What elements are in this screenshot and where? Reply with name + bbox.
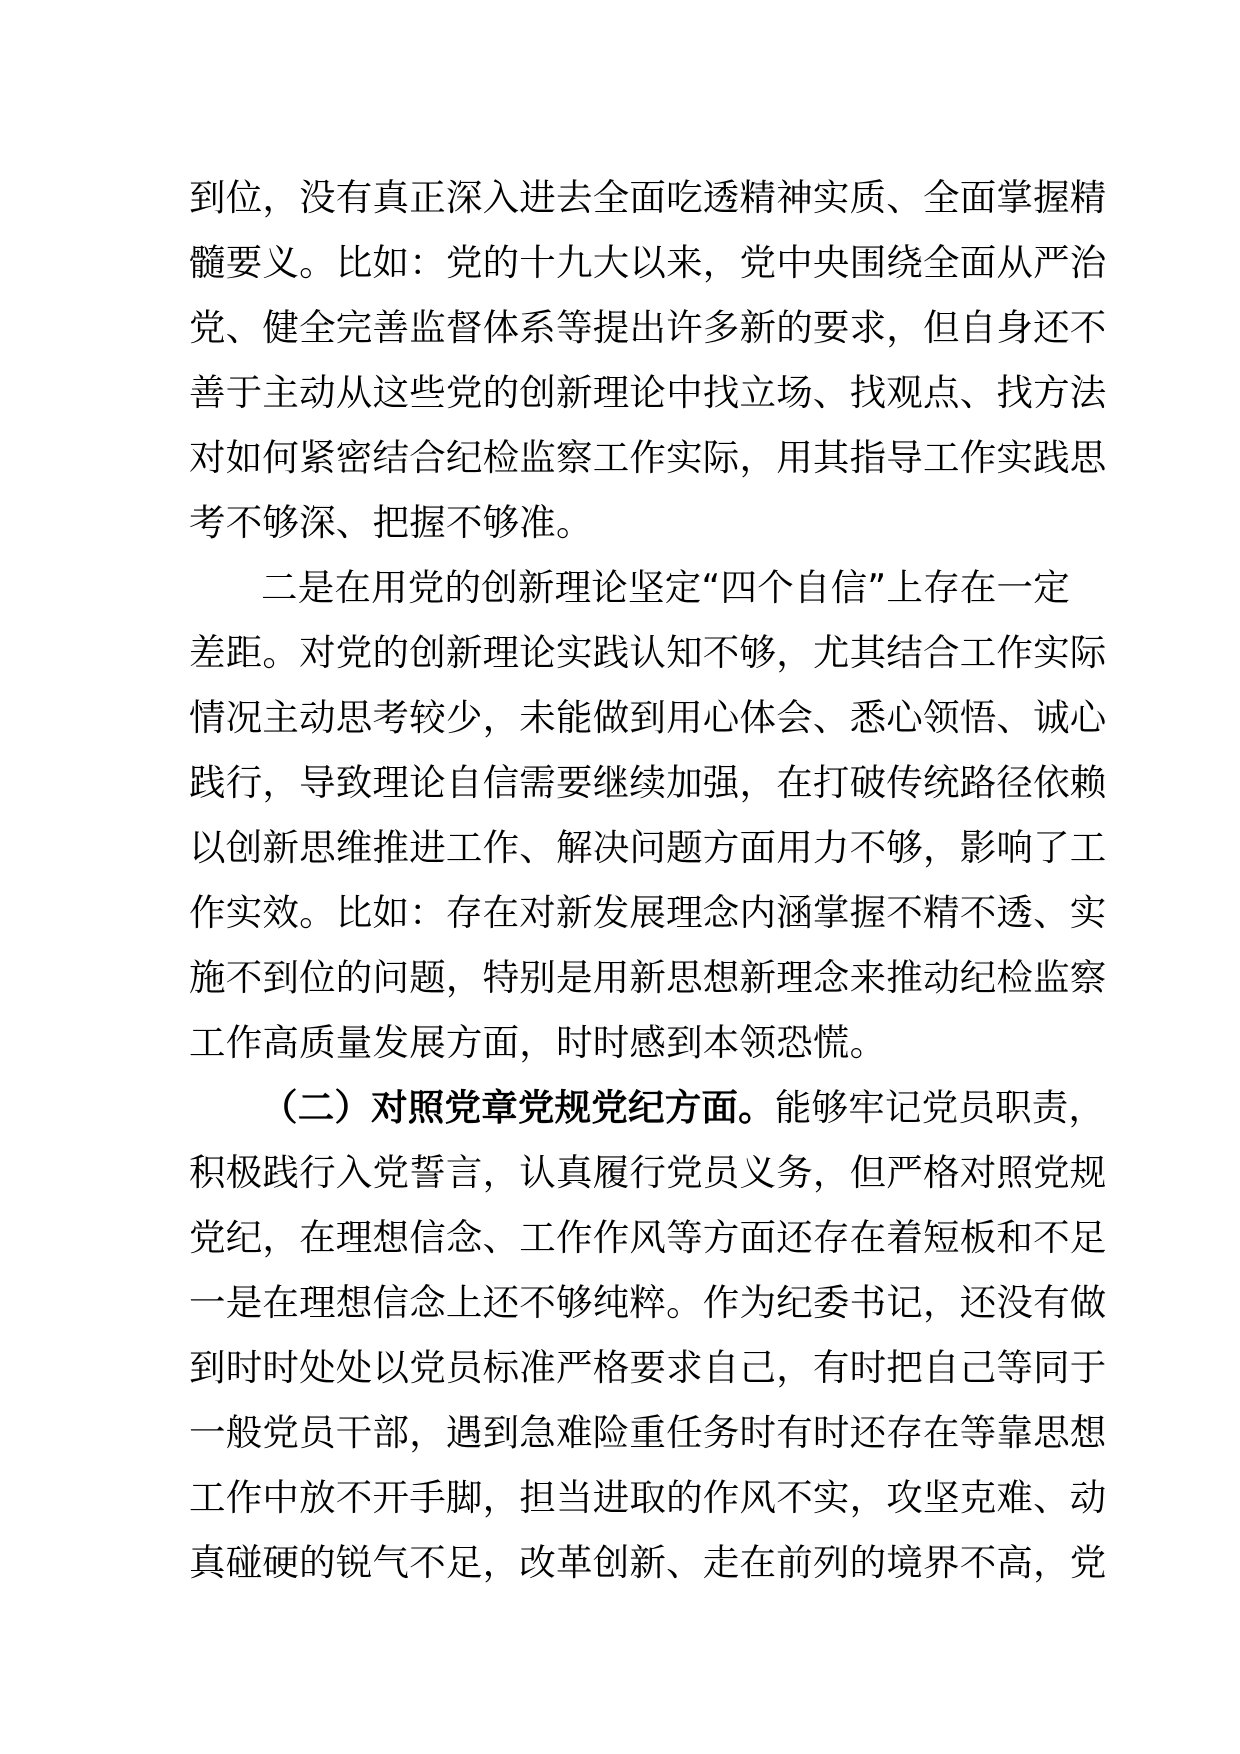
paragraph-line: 善于主动从这些党的创新理论中找立场、找观点、找方法 bbox=[189, 371, 1107, 414]
paragraph-line: 髓要义。比如：党的十九大以来，党中央围绕全面从严治 bbox=[189, 241, 1107, 284]
paragraph-line: 党、健全完善监督体系等提出许多新的要求，但自身还不 bbox=[189, 306, 1107, 349]
paragraph-line: 真碰硬的锐气不足，改革创新、走在前列的境界不高，党 bbox=[189, 1541, 1107, 1584]
paragraph-line: 到时时处处以党员标准严格要求自己，有时把自己等同于 bbox=[189, 1346, 1107, 1389]
paragraph-line: 以创新思维推进工作、解决问题方面用力不够，影响了工 bbox=[189, 826, 1107, 869]
paragraph-line: 工作高质量发展方面，时时感到本领恐慌。 bbox=[189, 1021, 887, 1064]
paragraph-line: 践行，导致理论自信需要继续加强，在打破传统路径依赖 bbox=[189, 761, 1107, 804]
document-body bbox=[189, 165, 1107, 1595]
paragraph-line: 一是在理想信念上还不够纯粹。作为纪委书记，还没有做 bbox=[189, 1281, 1107, 1324]
paragraph-line: 情况主动思考较少，未能做到用心体会、悉心领悟、诚心 bbox=[189, 696, 1107, 739]
heading-line-text: 能够牢记党员职责， bbox=[774, 1086, 1106, 1129]
section-heading-line bbox=[189, 1075, 1106, 1140]
paragraph-line: 差距。对党的创新理论实践认知不够，尤其结合工作实际 bbox=[189, 631, 1107, 674]
paragraph-line: 对如何紧密结合纪检监察工作实际，用其指导工作实践思 bbox=[189, 436, 1107, 479]
paragraph-line: 到位，没有真正深入进去全面吃透精神实质、全面掌握精 bbox=[189, 176, 1107, 219]
paragraph-line: 党纪，在理想信念、工作作风等方面还存在着短板和不足 bbox=[189, 1216, 1107, 1259]
paragraph-line: 考不够深、把握不够准。 bbox=[189, 501, 593, 544]
paragraph-line: 工作中放不开手脚，担当进取的作风不实，攻坚克难、动 bbox=[189, 1476, 1107, 1519]
paragraph-line: 作实效。比如：存在对新发展理念内涵掌握不精不透、实 bbox=[189, 891, 1107, 934]
section-heading: （二）对照党章党规党纪方面。 bbox=[261, 1086, 775, 1129]
paragraph-line: 一般党员干部，遇到急难险重任务时有时还存在等靠思想 bbox=[189, 1411, 1107, 1454]
paragraph-line: 积极践行入党誓言，认真履行党员义务，但严格对照党规 bbox=[189, 1151, 1107, 1194]
paragraph-line: 施不到位的问题，特别是用新思想新理念来推动纪检监察 bbox=[189, 956, 1107, 999]
paragraph-first-line: 二是在用党的创新理论坚定“四个自信”上存在一定 bbox=[261, 566, 1070, 609]
